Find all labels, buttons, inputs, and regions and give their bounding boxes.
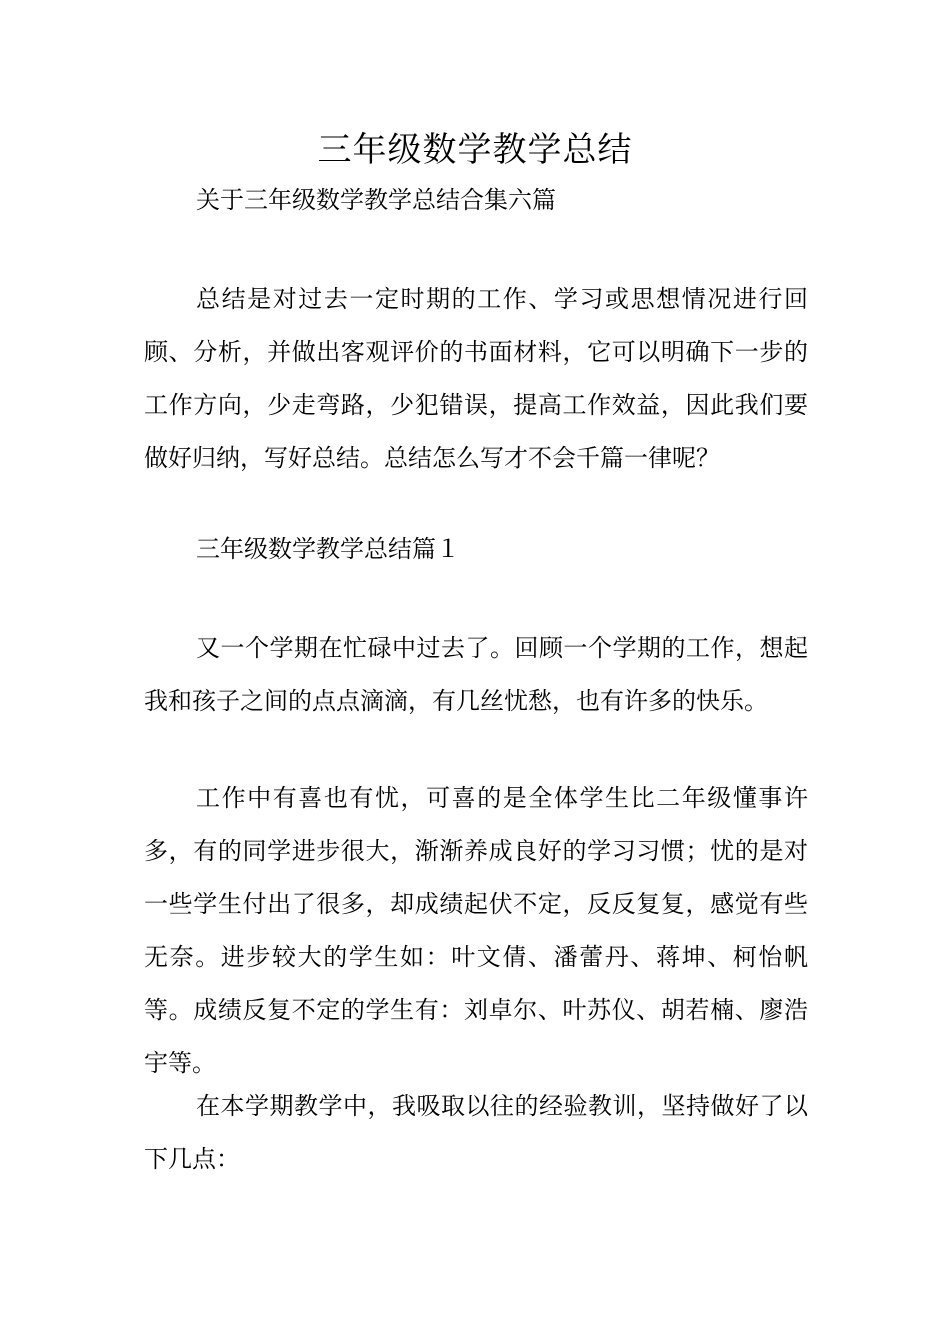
body-paragraph-2: 工作中有喜也有忧，可喜的是全体学生比二年级懂事许多，有的同学进步很大，渐渐养成良好的学习习惯；忧的是对一些学生付出了很多，却成绩起伏不定，反反复复，感觉有些无奈。进步较大的学生如：叶文倩、潘蕾丹、蒋坤、柯怡帆等。成绩反复不定的学生有：刘卓尔、叶苏仪、胡若楠、廖浩宇等。 <box>144 784 808 1077</box>
section-heading: 三年级数学教学总结篇１ <box>196 535 460 563</box>
document-subtitle: 关于三年级数学教学总结合集六篇 <box>196 186 556 214</box>
intro-paragraph: 总结是对过去一定时期的工作、学习或思想情况进行回顾、分析，并做出客观评价的书面材料，它可以明确下一步的工作方向，少走弯路，少犯错误，提高工作效益，因此我们要做好归纳，写好总结。总结怎么写才不会千篇一律呢？ <box>144 285 808 472</box>
body-paragraph-3: 在本学期教学中，我吸取以往的经验教训，坚持做好了以下几点： <box>144 1092 808 1173</box>
body-paragraph-1: 又一个学期在忙碌中过去了。回顾一个学期的工作，想起我和孩子之间的点点滴滴，有几丝忧愁，也有许多的快乐。 <box>144 634 808 715</box>
document-title: 三年级数学教学总结 <box>317 130 633 170</box>
